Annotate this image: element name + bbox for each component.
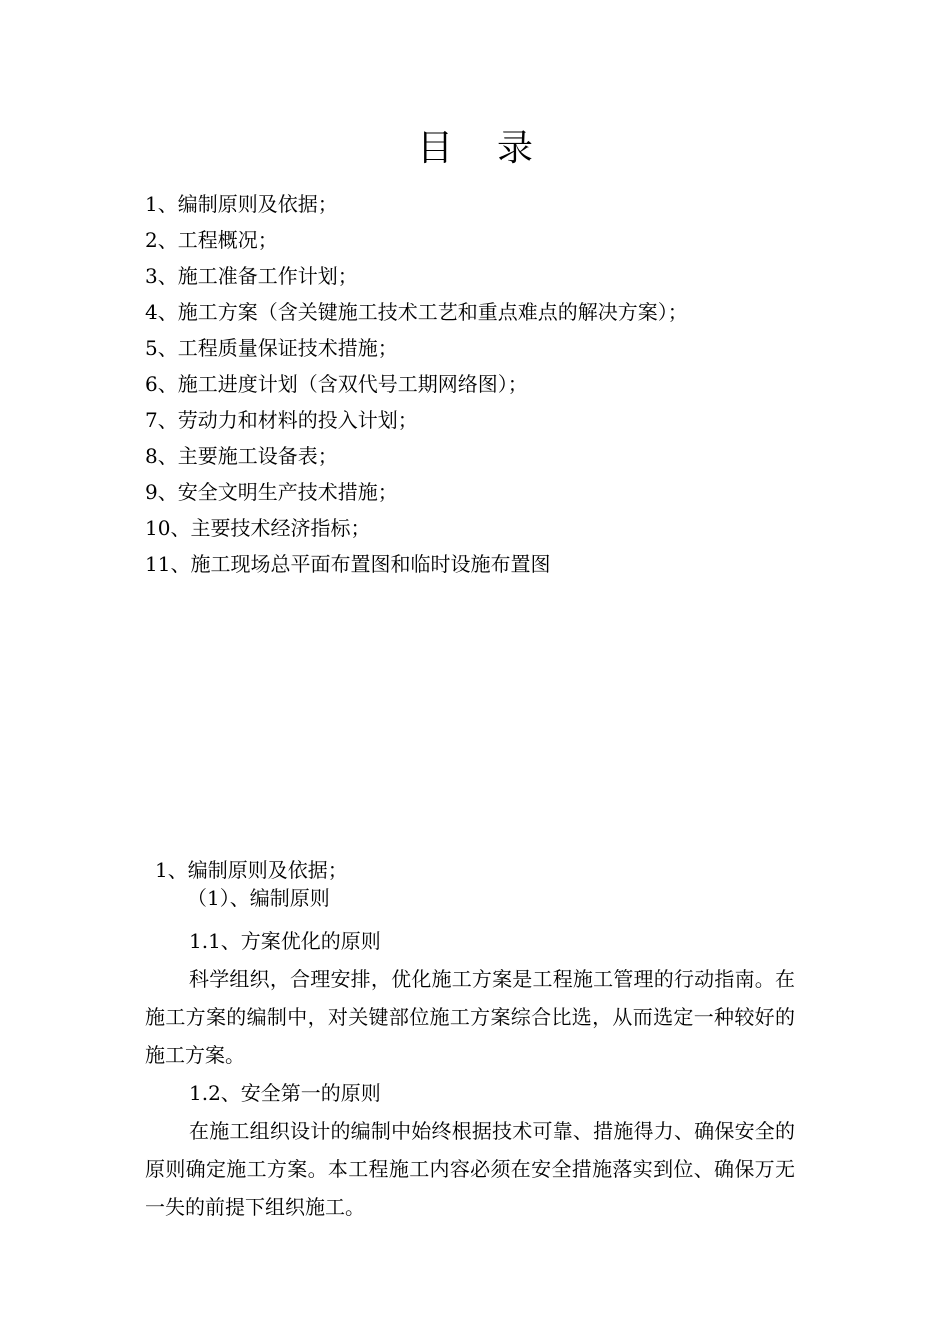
toc-title: 目录: [416, 128, 577, 169]
toc-item-6: 6、施工进度计划（含双代号工期网络图）；: [145, 372, 528, 396]
toc-item-5: 5、工程质量保证技术措施；: [145, 336, 398, 360]
toc-item-8: 8、主要施工设备表；: [145, 444, 338, 468]
toc-item-2: 2、工程概况；: [145, 228, 278, 252]
toc-item-4: 4、施工方案（含关键施工技术工艺和重点难点的解决方案）；: [145, 300, 688, 324]
toc-item-3: 3、施工准备工作计划；: [145, 264, 358, 288]
item-heading-1-1: 1.1、方案优化的原则: [189, 929, 381, 953]
toc-list: [145, 186, 688, 582]
toc-item-9: 9、安全文明生产技术措施；: [145, 480, 398, 504]
toc-item-7: 7、劳动力和材料的投入计划；: [145, 408, 418, 432]
toc-item-11: 11、施工现场总平面布置图和临时设施布置图: [145, 552, 551, 576]
section-compilation-principles: [145, 856, 795, 1226]
toc-item-1: 1、编制原则及依据；: [145, 192, 338, 216]
paragraph-1-1: 科学组织，合理安排，优化施工方案是工程施工管理的行动指南。在施工方案的编制中，对关键部位施工方案综合比选，从而选定一种较好的施工方案。: [145, 967, 795, 1067]
toc-item-10: 10、主要技术经济指标；: [145, 516, 371, 540]
section-heading: 1、编制原则及依据；: [155, 858, 348, 882]
item-heading-1-2: 1.2、安全第一的原则: [189, 1081, 381, 1105]
subsection-heading: （1）、编制原则: [187, 886, 330, 910]
paragraph-1-2: 在施工组织设计的编制中始终根据技术可靠、措施得力、确保安全的原则确定施工方案。本工程施工内容必须在安全措施落实到位、确保万无一失的前提下组织施工。: [145, 1119, 795, 1219]
